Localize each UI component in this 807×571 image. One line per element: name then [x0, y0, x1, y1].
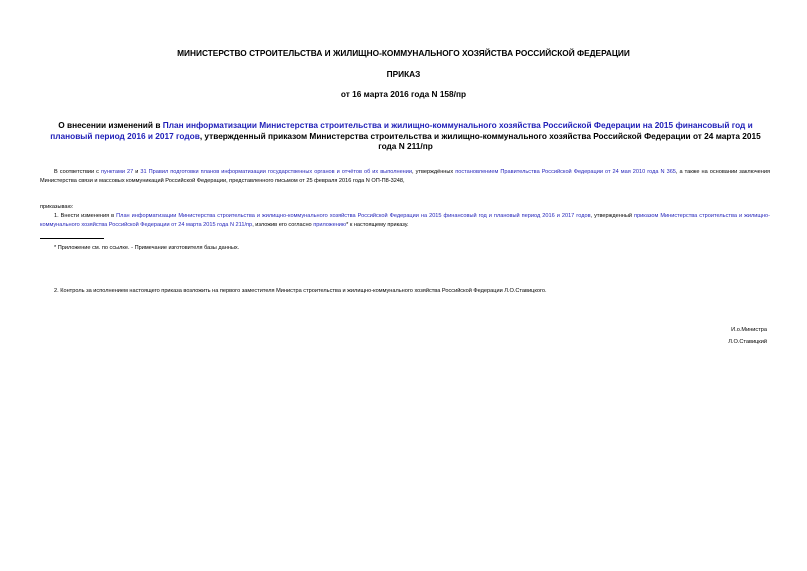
ministry-heading: МИНИСТЕРСТВО СТРОИТЕЛЬСТВА И ЖИЛИЩНО-КОММУНАЛЬНОГО ХОЗЯЙСТВА РОССИЙСКОЙ ФЕДЕРАЦИИ — [177, 48, 630, 58]
preamble-text: и — [133, 169, 141, 175]
preamble-text: В соответствии с — [54, 169, 101, 175]
preamble-paragraph — [40, 168, 770, 186]
signatory-name: Л.О.Ставицкий — [728, 339, 767, 345]
rules-item-31-link[interactable]: 31 — [140, 169, 147, 175]
item1-text: , изложив его согласно — [252, 222, 314, 228]
government-decree-link[interactable]: постановлением Правительства Российской Федерации от 24 мая 2010 года N 365 — [455, 169, 676, 175]
title-text: О внесении изменений в — [58, 120, 163, 130]
preamble-text: , а также на основании заключения Министерства связи и массовых коммуникаций Российской Федерации, представленного письмом от 25 февраля 2016 года N ОП-П8-3248, — [40, 169, 771, 184]
order-item-1 — [40, 212, 770, 230]
item1-text: * к настоящему приказу. — [346, 222, 409, 228]
preamble-text: , утверждённых — [412, 169, 456, 175]
order-211-link[interactable]: приказом Министерства строительства и жилищно-коммунального хозяйства Российской Федерации от 24 марта 2015 года N 211/пр — [40, 213, 771, 228]
footnote-divider — [40, 238, 104, 239]
document-type: ПРИКАЗ — [386, 69, 421, 79]
signatory-position: И.о.Министра — [731, 327, 767, 333]
rules-link[interactable]: Правил подготовки планов информатизации государственных органов и отчётов об их выполнении — [148, 169, 413, 175]
plan-link[interactable]: План информатизации Министерства строительства и жилищно-коммунального хозяйства Российской Федерации на 2015 финансовый год и плановый период 2016 и 2017 годов — [116, 213, 591, 219]
item1-text: 1. Внести изменения в — [54, 213, 117, 219]
title-text-end: , утвержденный приказом Министерства строительства и жилищно-коммунального хозяйства Российской Федерации от 24 марта 2015 года N 211/пр — [199, 130, 761, 152]
appendix-link[interactable]: приложению — [313, 222, 347, 228]
footnote: * Приложение см. по ссылке. - Примечание изготовителя базы данных. — [54, 245, 240, 251]
item1-text: , утвержденный — [590, 213, 635, 219]
order-word: приказываю: — [40, 204, 74, 210]
document-title — [48, 120, 763, 152]
rules-item-27-link[interactable]: пунктами 27 — [101, 169, 134, 175]
title-plan-link[interactable]: План информатизации Министерства строительства и жилищно-коммунального хозяйства Российской Федерации на 2015 финансовый год и плановый период 2016 и 2017 годов — [50, 120, 753, 141]
document-date-number: от 16 марта 2016 года N 158/пр — [340, 89, 467, 99]
order-item-2: 2. Контроль за исполнением настоящего приказа возложить на первого заместителя Министра строительства и жилищно-коммунального хозяйства Российской Федерации Л.О.Ставицкого. — [54, 288, 547, 294]
